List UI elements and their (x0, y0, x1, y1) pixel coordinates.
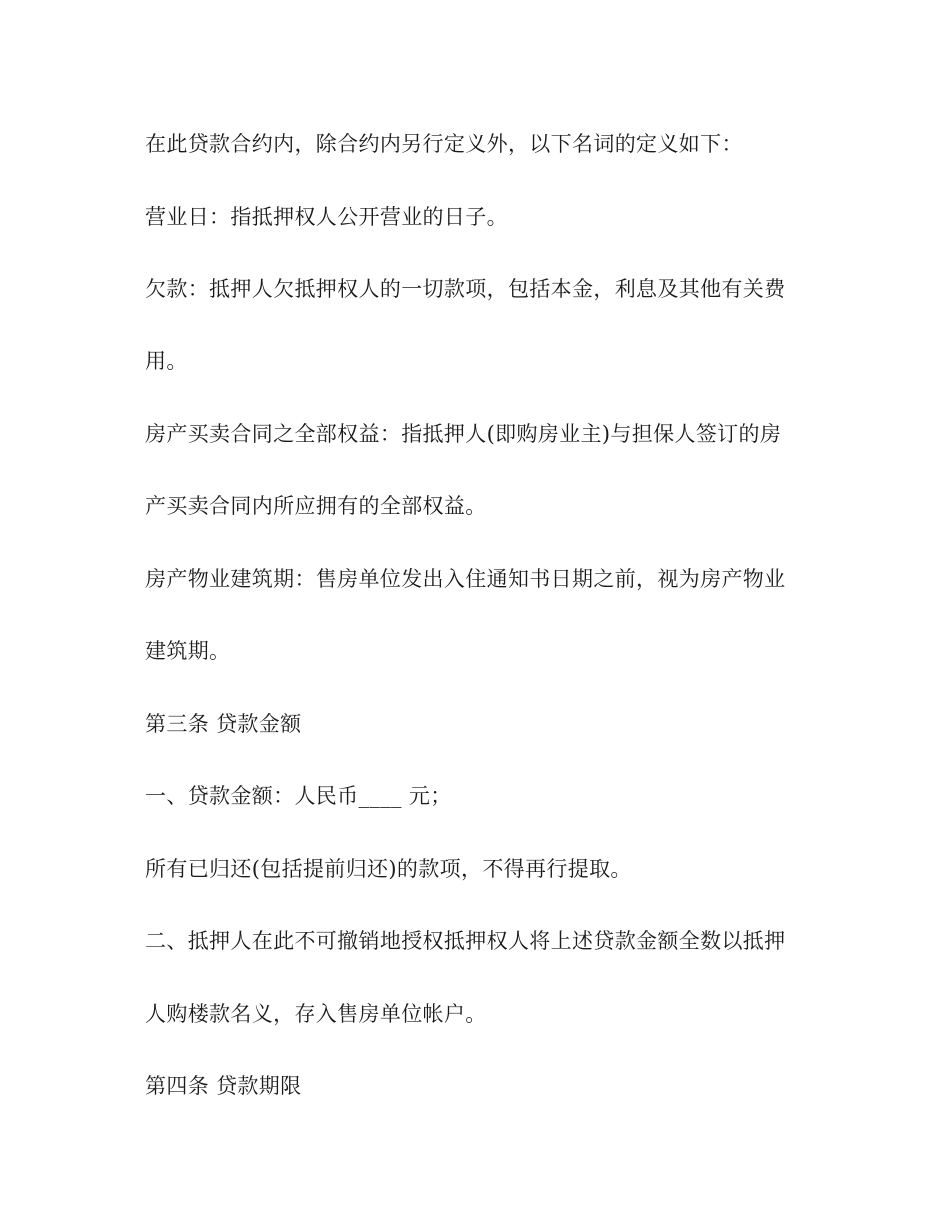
paragraph-business-day: 营业日：指抵押权人公开营业的日子。 (145, 205, 508, 229)
paragraph-arrears-line-1: 欠款：抵押人欠抵押权人的一切款项，包括本金，利息及其他有关费 (145, 277, 786, 301)
heading-article-4-loan-term: 第四条 贷款期限 (145, 1074, 302, 1098)
heading-article-3-loan-amount: 第三条 贷款金额 (145, 712, 302, 736)
paragraph-construction-period-line-1: 房产物业建筑期：售房单位发出入住通知书日期之前，视为房产物业 (145, 567, 786, 591)
paragraph-authorization-line-1: 二、抵押人在此不可撤销地授权抵押权人将上述贷款金额全数以抵押 (145, 929, 786, 953)
paragraph-authorization-line-2: 人购楼款名义，存入售房单位帐户。 (145, 1002, 487, 1026)
paragraph-definitions-intro: 在此贷款合约内，除合约内另行定义外，以下名词的定义如下： (145, 132, 743, 156)
paragraph-construction-period-line-2: 建筑期。 (145, 639, 231, 663)
paragraph-sale-contract-rights-line-1: 房产买卖合同之全部权益：指抵押人(即购房业主)与担保人签订的房 (145, 422, 782, 446)
paragraph-sale-contract-rights-line-2: 产买卖合同内所应拥有的全部权益。 (145, 494, 487, 518)
paragraph-loan-amount: 一、贷款金额：人民币____ 元； (145, 784, 452, 808)
paragraph-repaid-funds: 所有已归还(包括提前归还)的款项，不得再行提取。 (145, 857, 632, 881)
paragraph-arrears-line-2: 用。 (145, 349, 188, 373)
